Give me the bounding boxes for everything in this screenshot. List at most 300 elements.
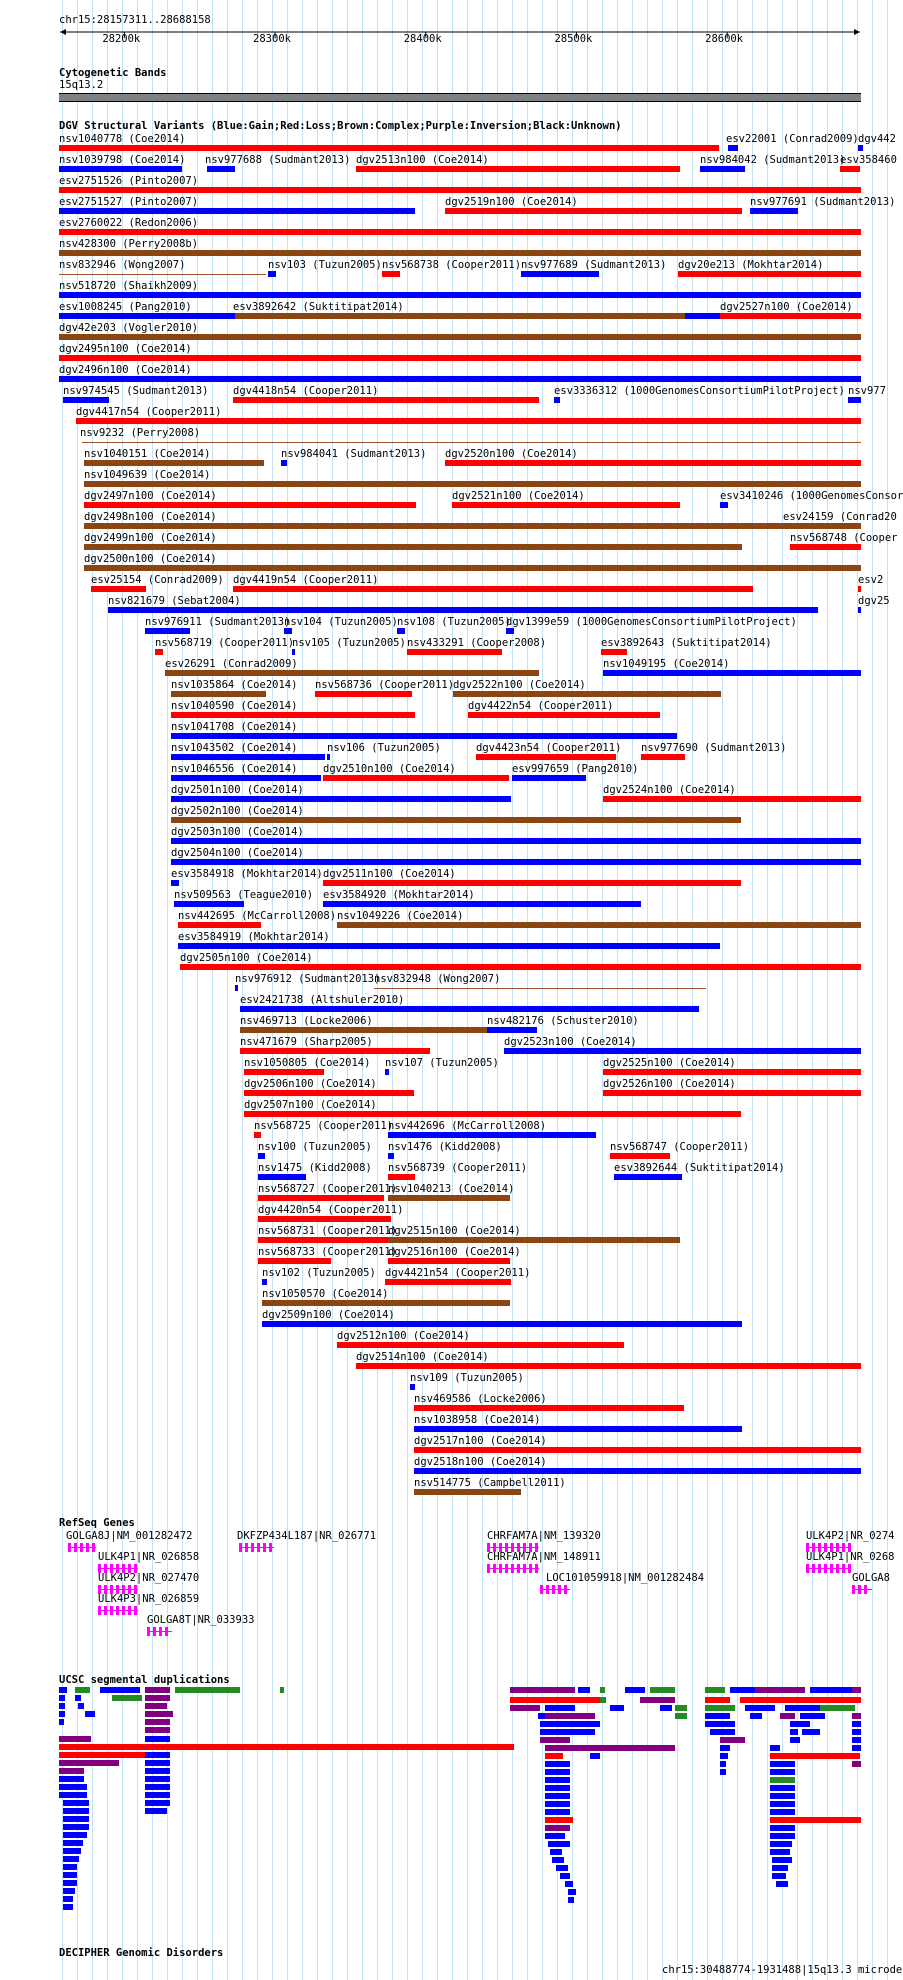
dgv-variant-bar[interactable]: [323, 775, 509, 781]
segdup-block[interactable]: [510, 1687, 575, 1693]
dgv-variant-bar[interactable]: [453, 691, 721, 697]
segdup-block[interactable]: [780, 1713, 795, 1719]
dgv-variant-bar[interactable]: [848, 397, 861, 403]
segdup-block[interactable]: [740, 1697, 861, 1703]
dgv-variant-label: nsv568727 (Cooper2011): [258, 1183, 398, 1195]
segdup-block[interactable]: [510, 1705, 540, 1711]
dgv-variant-label: esv2760022 (Redon2006): [59, 217, 199, 229]
segdup-block[interactable]: [59, 1711, 65, 1717]
segdup-block[interactable]: [545, 1777, 570, 1783]
dgv-variant-bar[interactable]: [720, 313, 861, 319]
dgv-variant-bar[interactable]: [240, 1048, 430, 1054]
dgv-variant-bar[interactable]: [59, 229, 861, 235]
dgv-variant-bar[interactable]: [610, 1153, 670, 1159]
segdup-block[interactable]: [145, 1695, 170, 1701]
dgv-variant-bar[interactable]: [59, 145, 719, 151]
segdup-block[interactable]: [770, 1761, 795, 1767]
dgv-variant-label: esv3892642 (Suktitipat2014): [233, 301, 404, 313]
dgv-variant-bar[interactable]: [678, 271, 861, 277]
segdup-block[interactable]: [720, 1745, 730, 1751]
dgv-variant-bar[interactable]: [601, 649, 627, 655]
dgv-variant-label: esv2751526 (Pinto2007): [59, 175, 199, 187]
segdup-block[interactable]: [540, 1721, 600, 1727]
segdup-block[interactable]: [145, 1792, 170, 1798]
segdup-block[interactable]: [145, 1752, 170, 1758]
segdup-block[interactable]: [852, 1687, 861, 1693]
dgv-variant-bar[interactable]: [414, 1405, 684, 1411]
dgv-variant-bar[interactable]: [244, 1090, 414, 1096]
segdup-block[interactable]: [545, 1713, 595, 1719]
dgv-variant-bar[interactable]: [356, 166, 680, 172]
dgv-variant-bar[interactable]: [63, 397, 109, 403]
segdup-block[interactable]: [590, 1753, 600, 1759]
segdup-block[interactable]: [59, 1744, 514, 1750]
dgv-variant-bar[interactable]: [171, 733, 677, 739]
dgv-variant-bar[interactable]: [445, 208, 742, 214]
dgv-variant-bar[interactable]: [108, 607, 818, 613]
dgv-variant-bar[interactable]: [323, 880, 741, 886]
dgv-variant-bar[interactable]: [840, 166, 860, 172]
segdup-block[interactable]: [770, 1769, 795, 1775]
segdup-block[interactable]: [545, 1761, 570, 1767]
segdup-block[interactable]: [63, 1800, 89, 1806]
dgv-variant-bar[interactable]: [155, 649, 163, 655]
segdup-block[interactable]: [59, 1784, 87, 1790]
segdup-block[interactable]: [545, 1801, 570, 1807]
segdup-block[interactable]: [112, 1695, 142, 1701]
segdup-block[interactable]: [63, 1872, 77, 1878]
dgv-variant-label: nsv1040151 (Coe2014): [84, 448, 211, 460]
dgv-variant-bar[interactable]: [323, 901, 641, 907]
dgv-variant-bar[interactable]: [385, 1069, 389, 1075]
dgv-variant-bar[interactable]: [165, 670, 539, 676]
segdup-block[interactable]: [63, 1880, 77, 1886]
segdup-block[interactable]: [145, 1727, 170, 1733]
refseq-exon: [239, 1543, 242, 1552]
segdup-block[interactable]: [63, 1824, 89, 1830]
segdup-block[interactable]: [750, 1713, 762, 1719]
dgv-variant-label: dgv442: [858, 133, 896, 145]
segdup-block[interactable]: [852, 1713, 861, 1719]
segdup-block[interactable]: [63, 1840, 83, 1846]
dgv-variant-bar[interactable]: [171, 775, 321, 781]
dgv-variant-bar[interactable]: [554, 397, 560, 403]
dgv-variant-bar[interactable]: [284, 628, 292, 634]
segdup-block[interactable]: [852, 1721, 861, 1727]
dgv-variant-bar[interactable]: [84, 565, 861, 571]
dgv-variant-bar[interactable]: [59, 355, 861, 361]
grid-line: [872, 0, 873, 1980]
segdup-block[interactable]: [145, 1711, 173, 1717]
dgv-variant-bar[interactable]: [171, 838, 861, 844]
segdup-block[interactable]: [772, 1865, 788, 1871]
dgv-variant-bar[interactable]: [171, 817, 741, 823]
dgv-variant-label: nsv102 (Tuzun2005): [262, 1267, 376, 1279]
segdup-block[interactable]: [145, 1687, 170, 1693]
segdup-block[interactable]: [75, 1695, 81, 1701]
segdup-block[interactable]: [59, 1703, 65, 1709]
dgv-variant-bar[interactable]: [240, 1006, 699, 1012]
dgv-variant-bar[interactable]: [407, 649, 502, 655]
segdup-block[interactable]: [710, 1729, 735, 1735]
segdup-block[interactable]: [772, 1857, 792, 1863]
dgv-variant-bar[interactable]: [504, 1048, 861, 1054]
segdup-block[interactable]: [568, 1889, 576, 1895]
cytoband-ideogram[interactable]: [59, 93, 861, 102]
segdup-block[interactable]: [545, 1833, 565, 1839]
segdup-block[interactable]: [63, 1856, 79, 1862]
segdup-block[interactable]: [770, 1825, 795, 1831]
decipher-item[interactable]: chr15:30488774-1931488|15q13.3 microde: [662, 1964, 903, 1976]
dgv-variant-bar[interactable]: [388, 1174, 415, 1180]
segdup-block[interactable]: [59, 1695, 65, 1701]
segdup-block[interactable]: [790, 1737, 800, 1743]
segdup-block[interactable]: [720, 1761, 726, 1767]
dgv-variant-bar[interactable]: [603, 1069, 861, 1075]
segdup-block[interactable]: [545, 1769, 570, 1775]
segdup-block[interactable]: [63, 1896, 73, 1902]
dgv-variant-bar[interactable]: [506, 628, 514, 634]
dgv-variant-bar[interactable]: [178, 943, 720, 949]
segdup-block[interactable]: [800, 1713, 825, 1719]
dgv-variant-bar[interactable]: [258, 1195, 384, 1201]
segdup-block[interactable]: [770, 1801, 795, 1807]
segdup-block[interactable]: [63, 1808, 89, 1814]
dgv-variant-label: nsv977: [848, 385, 886, 397]
dgv-variant-bar[interactable]: [315, 691, 412, 697]
dgv-variant-bar[interactable]: [84, 502, 416, 508]
segdup-block[interactable]: [770, 1849, 790, 1855]
segdup-block[interactable]: [545, 1785, 570, 1791]
dgv-variant-bar[interactable]: [700, 166, 745, 172]
segdup-block[interactable]: [78, 1703, 84, 1709]
segdup-block[interactable]: [660, 1705, 672, 1711]
dgv-variant-label: dgv2500n100 (Coe2014): [84, 553, 217, 565]
segdup-block[interactable]: [59, 1768, 84, 1774]
segdup-block[interactable]: [770, 1841, 792, 1847]
dgv-variant-label: nsv977688 (Sudmant2013): [205, 154, 351, 166]
segdup-block[interactable]: [540, 1729, 595, 1735]
dgv-variant-bar[interactable]: [445, 460, 861, 466]
dgv-variant-bar[interactable]: [91, 586, 146, 592]
segdup-block[interactable]: [145, 1776, 170, 1782]
dgv-variant-bar[interactable]: [337, 1342, 624, 1348]
refseq-exon: [558, 1585, 561, 1594]
dgv-variant-bar[interactable]: [388, 1153, 394, 1159]
segdup-block[interactable]: [59, 1776, 84, 1782]
segdup-block[interactable]: [610, 1705, 624, 1711]
refseq-exon: [552, 1585, 555, 1594]
dgv-variant-bar[interactable]: [603, 796, 861, 802]
dgv-variant-bar[interactable]: [476, 754, 616, 760]
dgv-variant-bar[interactable]: [397, 628, 405, 634]
dgv-variant-bar[interactable]: [790, 544, 861, 550]
segdup-block[interactable]: [776, 1881, 788, 1887]
segdup-block[interactable]: [705, 1687, 725, 1693]
segdup-block[interactable]: [852, 1745, 861, 1751]
segdup-block[interactable]: [820, 1705, 855, 1711]
segdup-block[interactable]: [552, 1857, 564, 1863]
dgv-variant-bar[interactable]: [59, 166, 182, 172]
dgv-variant-bar[interactable]: [59, 292, 861, 298]
segdup-block[interactable]: [810, 1687, 855, 1693]
dgv-variant-label: nsv1046556 (Coe2014): [171, 763, 298, 775]
dgv-variant-bar[interactable]: [145, 628, 190, 634]
refseq-exon: [128, 1606, 131, 1615]
segdup-block[interactable]: [63, 1888, 75, 1894]
dgv-variant-bar[interactable]: [258, 1153, 265, 1159]
dgv-variant-label: dgv2521n100 (Coe2014): [452, 490, 585, 502]
dgv-variant-bar[interactable]: [388, 1132, 596, 1138]
dgv-variant-label: nsv107 (Tuzun2005): [385, 1057, 499, 1069]
segdup-block[interactable]: [600, 1687, 605, 1693]
segdup-block[interactable]: [770, 1817, 861, 1823]
dgv-variant-label: esv3336312 (1000GenomesConsortiumPilotProject): [554, 385, 845, 397]
dgv-variant-bar[interactable]: [262, 1321, 742, 1327]
dgv-variant-label: nsv568725 (Cooper2011): [254, 1120, 394, 1132]
dgv-variant-bar[interactable]: [783, 523, 861, 529]
dgv-variant-label: esv2421738 (Altshuler2010): [240, 994, 405, 1006]
segdup-block[interactable]: [600, 1697, 606, 1703]
refseq-exon: [818, 1564, 821, 1573]
segdup-block[interactable]: [720, 1753, 728, 1759]
dgv-variant-bar[interactable]: [262, 1279, 267, 1285]
segdup-block[interactable]: [545, 1817, 573, 1823]
segdup-block[interactable]: [556, 1865, 568, 1871]
segdup-block[interactable]: [63, 1904, 73, 1910]
dgv-variant-label: nsv568739 (Cooper2011): [388, 1162, 528, 1174]
segdup-block[interactable]: [755, 1687, 805, 1693]
scale-tick-label: 28600k: [705, 33, 744, 45]
dgv-variant-bar[interactable]: [414, 1468, 861, 1474]
segdup-block[interactable]: [565, 1881, 573, 1887]
dgv-variant-label: nsv568738 (Cooper2011): [382, 259, 522, 271]
segdup-block[interactable]: [145, 1768, 170, 1774]
dgv-variant-bar[interactable]: [512, 775, 586, 781]
segdup-block[interactable]: [640, 1697, 675, 1703]
dgv-variant-bar[interactable]: [452, 502, 680, 508]
dgv-variant-bar[interactable]: [254, 1132, 261, 1138]
segdup-block[interactable]: [772, 1873, 786, 1879]
dgv-variant-bar[interactable]: [235, 985, 238, 991]
dgv-variant-bar[interactable]: [468, 712, 660, 718]
dgv-variant-bar[interactable]: [258, 1216, 391, 1222]
dgv-variant-bar[interactable]: [59, 250, 861, 256]
dgv-variant-bar[interactable]: [174, 901, 244, 907]
segdup-block[interactable]: [852, 1729, 861, 1735]
dgv-variant-bar[interactable]: [59, 274, 266, 275]
segdup-block[interactable]: [852, 1737, 861, 1743]
dgv-variant-bar[interactable]: [76, 418, 861, 424]
segdup-block[interactable]: [63, 1848, 81, 1854]
dgv-variant-label: nsv568719 (Cooper2011): [155, 637, 295, 649]
segdup-block[interactable]: [145, 1808, 167, 1814]
dgv-variant-bar[interactable]: [233, 397, 539, 403]
dgv-variant-bar[interactable]: [858, 586, 861, 592]
segdup-block[interactable]: [548, 1841, 570, 1847]
segdup-block[interactable]: [280, 1687, 284, 1693]
segdup-block[interactable]: [578, 1687, 590, 1693]
refseq-exon: [159, 1627, 162, 1636]
segdup-block[interactable]: [545, 1793, 570, 1799]
dgv-variant-bar[interactable]: [258, 1237, 388, 1243]
segdup-block[interactable]: [545, 1753, 563, 1759]
segdup-block[interactable]: [770, 1785, 795, 1791]
segdup-block[interactable]: [770, 1777, 795, 1783]
dgv-variant-bar[interactable]: [59, 376, 861, 382]
dgv-variant-bar[interactable]: [388, 1237, 680, 1243]
dgv-variant-bar[interactable]: [59, 334, 861, 340]
dgv-variant-label: nsv984041 (Sudmant2013): [281, 448, 427, 460]
dgv-variant-bar[interactable]: [180, 964, 861, 970]
dgv-variant-bar[interactable]: [84, 460, 264, 466]
segdup-block[interactable]: [100, 1687, 140, 1693]
dgv-variant-bar[interactable]: [385, 1279, 511, 1285]
segdup-block[interactable]: [705, 1697, 730, 1703]
dgv-variant-bar[interactable]: [728, 145, 738, 151]
dgv-variant-bar[interactable]: [382, 271, 400, 277]
dgv-variant-label: nsv514775 (Campbell2011): [414, 1477, 566, 1489]
segdup-block[interactable]: [545, 1745, 675, 1751]
dgv-variant-bar[interactable]: [82, 442, 861, 443]
segdup-block[interactable]: [770, 1745, 780, 1751]
dgv-variant-bar[interactable]: [327, 754, 330, 760]
segdup-block[interactable]: [745, 1705, 775, 1711]
dgv-variant-bar[interactable]: [59, 187, 861, 193]
dgv-variant-label: dgv2513n100 (Coe2014): [356, 154, 489, 166]
segdup-block[interactable]: [145, 1784, 170, 1790]
segdup-block[interactable]: [85, 1711, 95, 1717]
dgv-variant-bar[interactable]: [292, 649, 295, 655]
segdup-block[interactable]: [720, 1737, 745, 1743]
dgv-variant-bar[interactable]: [356, 1363, 861, 1369]
dgv-variant-bar[interactable]: [603, 670, 861, 676]
segdup-block[interactable]: [770, 1809, 795, 1815]
segdup-block[interactable]: [705, 1721, 735, 1727]
dgv-variant-bar[interactable]: [84, 481, 861, 487]
segdup-block[interactable]: [145, 1760, 170, 1766]
segdup-block[interactable]: [545, 1825, 570, 1831]
segdup-block[interactable]: [59, 1719, 64, 1725]
dgv-variant-bar[interactable]: [233, 586, 753, 592]
segdup-block[interactable]: [550, 1849, 562, 1855]
segdup-block[interactable]: [145, 1703, 167, 1709]
segdup-block[interactable]: [770, 1833, 795, 1839]
segdup-block[interactable]: [545, 1705, 575, 1711]
dgv-variant-bar[interactable]: [258, 1174, 306, 1180]
dgv-variant-label: dgv2510n100 (Coe2014): [323, 763, 456, 775]
dgv-variant-bar[interactable]: [337, 922, 861, 928]
segdup-block[interactable]: [145, 1736, 170, 1742]
segdup-block[interactable]: [59, 1687, 67, 1693]
segdup-block[interactable]: [510, 1697, 600, 1703]
segdup-block[interactable]: [63, 1816, 89, 1822]
dgv-variant-bar[interactable]: [171, 754, 325, 760]
dgv-variant-label: nsv1043502 (Coe2014): [171, 742, 298, 754]
dgv-variant-bar[interactable]: [521, 271, 599, 277]
segdup-block[interactable]: [705, 1713, 730, 1719]
dgv-variant-bar[interactable]: [388, 1258, 510, 1264]
segdup-block[interactable]: [625, 1687, 645, 1693]
dgv-variant-bar[interactable]: [258, 1258, 331, 1264]
dgv-variant-bar[interactable]: [171, 796, 511, 802]
segdup-block[interactable]: [568, 1897, 574, 1903]
refseq-exon: [104, 1606, 107, 1615]
dgv-variant-label: esv2: [858, 574, 884, 586]
dgv-variant-bar[interactable]: [171, 880, 179, 886]
dgv-variant-bar[interactable]: [59, 208, 415, 214]
segdup-block[interactable]: [175, 1687, 240, 1693]
segdup-block[interactable]: [720, 1769, 726, 1775]
segdup-block[interactable]: [790, 1729, 798, 1735]
dgv-variant-bar[interactable]: [178, 922, 261, 928]
dgv-variant-bar[interactable]: [84, 544, 742, 550]
dgv-variant-bar[interactable]: [388, 1195, 510, 1201]
segdup-block[interactable]: [770, 1793, 795, 1799]
dgv-variant-bar[interactable]: [262, 1300, 510, 1306]
dgv-variant-bar[interactable]: [244, 1111, 741, 1117]
dgv-variant-bar[interactable]: [240, 1027, 506, 1033]
segdup-block[interactable]: [75, 1687, 90, 1693]
dgv-variant-bar[interactable]: [171, 712, 415, 718]
dgv-variant-bar[interactable]: [414, 1489, 521, 1495]
segdup-block[interactable]: [730, 1687, 755, 1693]
dgv-variant-bar[interactable]: [487, 1027, 537, 1033]
segdup-block[interactable]: [790, 1721, 810, 1727]
segdup-block[interactable]: [540, 1737, 570, 1743]
dgv-variant-bar[interactable]: [720, 502, 728, 508]
dgv-variant-bar[interactable]: [235, 313, 685, 319]
segdup-block[interactable]: [560, 1873, 570, 1879]
dgv-variant-bar[interactable]: [750, 208, 798, 214]
dgv-variant-bar[interactable]: [281, 460, 287, 466]
dgv-variant-bar[interactable]: [641, 754, 685, 760]
dgv-variant-bar[interactable]: [603, 1090, 861, 1096]
segdup-block[interactable]: [675, 1713, 687, 1719]
dgv-variant-bar[interactable]: [171, 691, 266, 697]
dgv-variant-bar[interactable]: [410, 1384, 415, 1390]
segdup-block[interactable]: [770, 1753, 860, 1759]
dgv-variant-bar[interactable]: [414, 1426, 742, 1432]
segdup-block[interactable]: [59, 1736, 91, 1742]
dgv-variant-bar[interactable]: [268, 271, 276, 277]
dgv-variant-label: esv3410246 (1000GenomesConsor: [720, 490, 903, 502]
segdup-block[interactable]: [785, 1705, 820, 1711]
dgv-variant-bar[interactable]: [614, 1174, 682, 1180]
dgv-variant-bar[interactable]: [858, 145, 863, 151]
segdup-block[interactable]: [545, 1809, 570, 1815]
dgv-variant-bar[interactable]: [244, 1069, 324, 1075]
dgv-variant-bar[interactable]: [171, 859, 861, 865]
segdup-block[interactable]: [852, 1761, 861, 1767]
dgv-variant-bar[interactable]: [207, 166, 235, 172]
segdup-block[interactable]: [705, 1705, 735, 1711]
dgv-variant-bar[interactable]: [374, 988, 706, 989]
refseq-gene-glyph[interactable]: [852, 1589, 872, 1590]
segdup-block[interactable]: [59, 1760, 119, 1766]
dgv-variant-bar[interactable]: [858, 607, 861, 613]
segdup-block[interactable]: [650, 1687, 675, 1693]
segdup-block[interactable]: [59, 1792, 87, 1798]
segdup-block[interactable]: [675, 1705, 687, 1711]
segdup-block[interactable]: [63, 1832, 87, 1838]
dgv-variant-bar[interactable]: [414, 1447, 861, 1453]
segdup-block[interactable]: [145, 1800, 170, 1806]
dgv-variant-bar[interactable]: [84, 523, 861, 529]
segdup-block[interactable]: [145, 1719, 170, 1725]
segdup-block[interactable]: [802, 1729, 820, 1735]
segdup-block[interactable]: [63, 1864, 77, 1870]
